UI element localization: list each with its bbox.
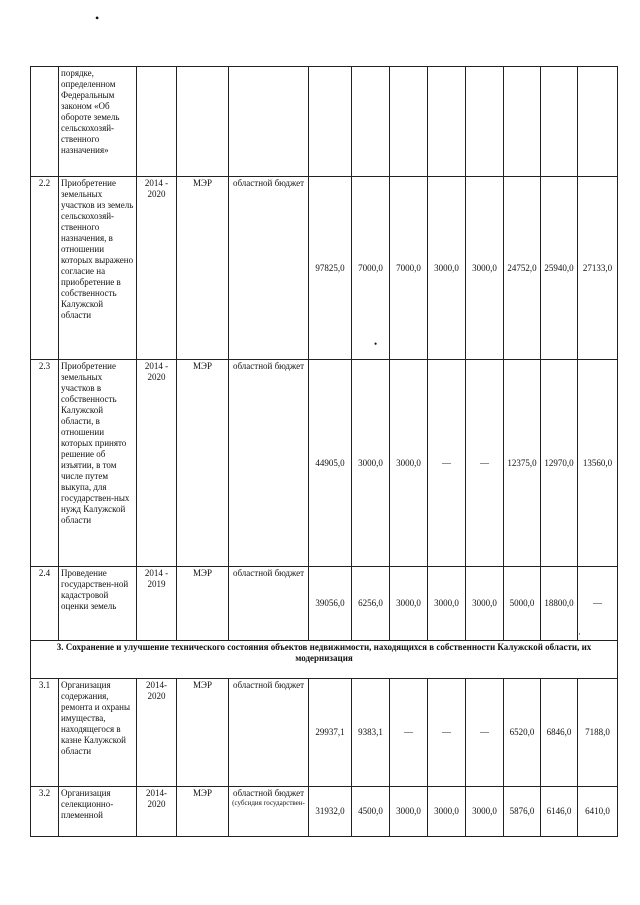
program-table (30, 66, 618, 837)
value-2019: 25940,0 (541, 177, 578, 360)
executor-cell: МЭР (177, 177, 229, 360)
executor-cell: МЭР (177, 679, 229, 787)
row-number: 2.2 (31, 177, 59, 360)
table-row (31, 679, 618, 787)
value-2017 (466, 67, 504, 177)
table-row (31, 67, 618, 177)
executor-cell (177, 67, 229, 177)
tick-mark: · (578, 629, 581, 639)
value-2018: 6520,0 (504, 679, 541, 787)
table-row (31, 567, 618, 641)
value-2015: 3000,0 (390, 787, 428, 837)
activity-name: Приобретение земельных участков в собственность Калужской области, в отношении которых принято решение об изъятии, в том числе путем выкупа, для государствен-ных нужд Калужской области (59, 360, 137, 567)
row-number: 2.4 (31, 567, 59, 641)
value-2015 (390, 67, 428, 177)
period-cell: 2014 - 2020 (137, 177, 177, 360)
table-row (31, 360, 618, 567)
value-2014: 3000,0 (352, 360, 390, 567)
top-dot-mark: • (95, 11, 100, 25)
value-2020: 13560,0 (578, 360, 618, 567)
executor-cell: МЭР (177, 787, 229, 837)
value-2019: 18800,0 (541, 567, 578, 641)
value-2014: 6256,0 (352, 567, 390, 641)
value-total: 29937,1 (309, 679, 352, 787)
executor-cell: МЭР (177, 567, 229, 641)
value-2017: — (466, 360, 504, 567)
source-text: областной бюджет (232, 788, 305, 798)
period-cell: 2014- 2020 (137, 679, 177, 787)
source-cell (229, 787, 309, 837)
value-2020: 6410,0 (578, 787, 618, 837)
source-cell (229, 67, 309, 177)
value-2017: 3000,0 (466, 177, 504, 360)
value-2014: 9383,1 (352, 679, 390, 787)
value-2019: 6846,0 (541, 679, 578, 787)
period-cell: 2014- 2020 (137, 787, 177, 837)
period-cell: 2014 - 2020 (137, 360, 177, 567)
source-cell: областной бюджет (229, 679, 309, 787)
value-2019 (541, 67, 578, 177)
row-number: 3.2 (31, 787, 59, 837)
value-2017: — (466, 679, 504, 787)
value-total: 97825,0 (309, 177, 352, 360)
value-2014 (352, 67, 390, 177)
table-row (31, 787, 618, 837)
value-2015: — (390, 679, 428, 787)
value-2016: 3000,0 (428, 567, 466, 641)
value-2020: — (578, 567, 618, 641)
value-2020: 7188,0 (578, 679, 618, 787)
table-row (31, 177, 618, 360)
period-cell (137, 67, 177, 177)
activity-name: Организация селекционно-племенной (59, 787, 137, 837)
row-number: 2.3 (31, 360, 59, 567)
section-row (31, 641, 618, 679)
source-cell: областной бюджет (229, 177, 309, 360)
value-2014: 4500,0 (352, 787, 390, 837)
activity-name: Проведение государствен-ной кадастровой оценки земель (59, 567, 137, 641)
value-2016: 3000,0 (428, 177, 466, 360)
value-2017: 3000,0 (466, 567, 504, 641)
activity-name: Приобретение земельных участков из земель сельскохозяй-ственного назначения, в отношении которых выражено согласие на приобретение в собственность Калужской области (59, 177, 137, 360)
value-2014: 7000,0 (352, 177, 390, 360)
value-2015: 3000,0 (390, 567, 428, 641)
activity-name: Организация содержания, ремонта и охраны имущества, находящегося в казне Калужской области (59, 679, 137, 787)
value-2015: 7000,0 (390, 177, 428, 360)
value-2015: 3000,0 (390, 360, 428, 567)
row-number (31, 67, 59, 177)
value-2020 (578, 67, 618, 177)
value-2018: 24752,0 (504, 177, 541, 360)
value-2019: 6146,0 (541, 787, 578, 837)
value-2018: 12375,0 (504, 360, 541, 567)
source-cell: областной бюджет (229, 567, 309, 641)
value-2016: 3000,0 (428, 787, 466, 837)
executor-cell: МЭР (177, 360, 229, 567)
value-total: 44905,0 (309, 360, 352, 567)
value-2017: 3000,0 (466, 787, 504, 837)
section-title: 3. Сохранение и улучшение технического состояния объектов недвижимости, находящихся в собственности Калужской области, их модернизация (31, 641, 618, 679)
value-2018: 5000,0 (504, 567, 541, 641)
period-cell: 2014 - 2019 (137, 567, 177, 641)
row-number: 3.1 (31, 679, 59, 787)
value-2016 (428, 67, 466, 177)
mid-dot-mark: • (374, 339, 378, 349)
source-note: (субсидия государствен- (232, 799, 305, 807)
value-2020: 27133,0 (578, 177, 618, 360)
value-2016: — (428, 679, 466, 787)
source-cell: областной бюджет (229, 360, 309, 567)
value-total (309, 67, 352, 177)
value-2018 (504, 67, 541, 177)
value-2016: — (428, 360, 466, 567)
value-total: 31932,0 (309, 787, 352, 837)
value-2019: 12970,0 (541, 360, 578, 567)
value-2018: 5876,0 (504, 787, 541, 837)
value-total: 39056,0 (309, 567, 352, 641)
activity-name: порядке, определенном Федеральным законом «Об обороте земель сельскохозяй-ственного назначения» (59, 67, 137, 177)
